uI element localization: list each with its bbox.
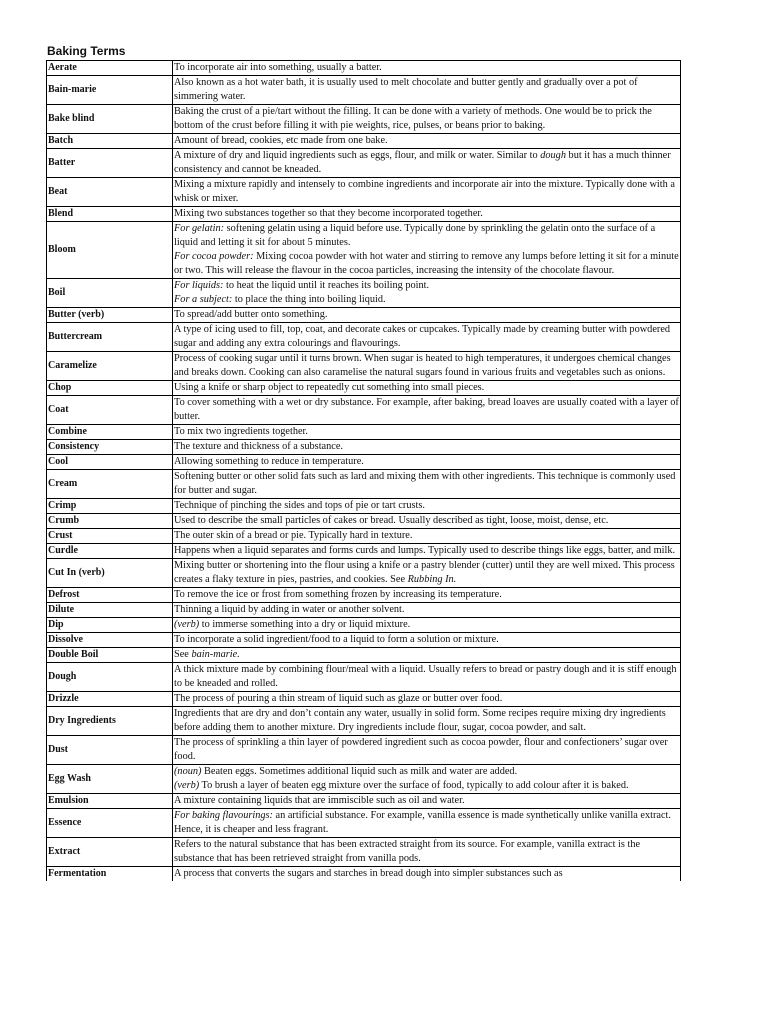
definition-italic-text: For cocoa powder:	[174, 251, 254, 262]
table-row	[47, 794, 681, 809]
table-row	[47, 222, 681, 279]
definition-text: an artificial substance. For example, vanilla essence is made synthetically unlike vanilla extract. Hence, it is cheaper and less fragrant.	[174, 810, 671, 835]
table-row	[47, 308, 681, 323]
table-row	[47, 279, 681, 308]
definition-italic-text: For a subject:	[174, 294, 233, 305]
table-row	[47, 603, 681, 618]
term-cell: Crumb	[47, 514, 173, 529]
definition-text: To remove the ice or frost from something frozen by increasing its temperature.	[174, 589, 502, 600]
definition-text: Baking the crust of a pie/tart without the filling. It can be done with a variety of methods. One would be to prick the bottom of the crust before filling it with pie weights, rice, pulses, or beans prior to baking.	[174, 106, 652, 131]
term-cell: Bake blind	[47, 105, 173, 134]
definition-text: Mixing cocoa powder with hot water and stirring to remove any lumps before letting it sit for a minute or two. This will release the flavour in the cocoa particles, increasing the intensity of the chocolate flavour.	[174, 251, 679, 276]
definition-cell	[173, 529, 681, 544]
table-row	[47, 105, 681, 134]
definition-cell	[173, 222, 681, 279]
table-row	[47, 765, 681, 794]
table-row	[47, 692, 681, 707]
definition-italic-text: For gelatin:	[174, 223, 225, 234]
table-row	[47, 470, 681, 499]
definition-cell	[173, 692, 681, 707]
term-cell: Crimp	[47, 499, 173, 514]
term-cell: Buttercream	[47, 323, 173, 352]
table-row	[47, 736, 681, 765]
definition-cell	[173, 440, 681, 455]
definition-text: The texture and thickness of a substance.	[174, 441, 343, 452]
definition-text: Happens when a liquid separates and forms curds and lumps. Typically used to describe things like eggs, batter, and milk.	[174, 545, 676, 556]
definition-cell	[173, 470, 681, 499]
term-cell: Essence	[47, 809, 173, 838]
document-title: Baking Terms	[47, 44, 126, 58]
definition-cell	[173, 867, 681, 882]
definition-text: To brush a layer of beaten egg mixture over the surface of food, typically to add colour after it is baked.	[199, 780, 629, 791]
definition-text: To mix two ingredients together.	[174, 426, 308, 437]
table-row	[47, 396, 681, 425]
table-row	[47, 455, 681, 470]
definition-cell	[173, 794, 681, 809]
table-row	[47, 618, 681, 633]
definition-text: Beaten eggs. Sometimes additional liquid such as milk and water are added.	[201, 766, 518, 777]
term-cell: Consistency	[47, 440, 173, 455]
definition-italic-text: bain-marie.	[191, 649, 240, 660]
definition-cell	[173, 633, 681, 648]
table-row	[47, 663, 681, 692]
table-row	[47, 588, 681, 603]
table-row	[47, 838, 681, 867]
table-row	[47, 633, 681, 648]
definition-text: Allowing something to reduce in temperature.	[174, 456, 364, 467]
table-row	[47, 499, 681, 514]
term-cell: Aerate	[47, 61, 173, 76]
definition-cell	[173, 61, 681, 76]
definition-cell	[173, 455, 681, 470]
definition-cell	[173, 514, 681, 529]
table-row	[47, 544, 681, 559]
definition-text: The process of pouring a thin stream of liquid such as glaze or butter over food.	[174, 693, 503, 704]
term-cell: Fermentation	[47, 867, 173, 882]
definition-text: Used to describe the small particles of cakes or bread. Usually described as tight, loose, moist, dense, etc.	[174, 515, 609, 526]
table-row	[47, 559, 681, 588]
definition-text: Mixing two substances together so that they become incorporated together.	[174, 208, 483, 219]
table-row	[47, 514, 681, 529]
term-cell: Butter (verb)	[47, 308, 173, 323]
table-row	[47, 323, 681, 352]
term-cell: Chop	[47, 381, 173, 396]
term-cell: Cool	[47, 455, 173, 470]
definition-cell	[173, 499, 681, 514]
definition-text: Amount of bread, cookies, etc made from one bake.	[174, 135, 388, 146]
term-cell: Drizzle	[47, 692, 173, 707]
definition-text: The process of sprinkling a thin layer of powdered ingredient such as cocoa powder, flour and confectioners’ sugar over food.	[174, 737, 668, 762]
definition-italic-text: dough	[540, 150, 566, 161]
table-row	[47, 381, 681, 396]
table-row	[47, 707, 681, 736]
definition-text: To incorporate a solid ingredient/food to a liquid to form a solution or mixture.	[174, 634, 499, 645]
table-row	[47, 809, 681, 838]
term-cell: Defrost	[47, 588, 173, 603]
definition-italic-text: For baking flavourings:	[174, 810, 273, 821]
definition-text: A type of icing used to fill, top, coat, and decorate cakes or cupcakes. Typically made by creaming butter with powdered sugar and adding any extra colourings and flavourings.	[174, 324, 671, 349]
table-row	[47, 867, 681, 882]
definition-text: to heat the liquid until it reaches its boiling point.	[223, 280, 430, 291]
table-row	[47, 134, 681, 149]
term-cell: Emulsion	[47, 794, 173, 809]
term-cell: Double Boil	[47, 648, 173, 663]
definition-text: A mixture containing liquids that are immiscible such as oil and water.	[174, 795, 465, 806]
definition-text: Technique of pinching the sides and tops of pie or tart crusts.	[174, 500, 425, 511]
definition-cell	[173, 279, 681, 308]
table-row	[47, 440, 681, 455]
definition-cell	[173, 207, 681, 222]
term-cell: Coat	[47, 396, 173, 425]
definition-text: softening gelatin using a liquid before use. Typically done by sprinkling the gelatin onto the surface of a liquid and letting it sit for about 5 minutes.	[174, 223, 656, 248]
definition-cell	[173, 323, 681, 352]
glossary-table	[46, 60, 681, 881]
term-cell: Crust	[47, 529, 173, 544]
definition-cell	[173, 618, 681, 633]
term-cell: Cream	[47, 470, 173, 499]
definition-cell	[173, 603, 681, 618]
definition-cell	[173, 76, 681, 105]
definition-cell	[173, 544, 681, 559]
term-cell: Blend	[47, 207, 173, 222]
term-cell: Batter	[47, 149, 173, 178]
definition-italic-text: (noun)	[174, 766, 202, 777]
term-cell: Dust	[47, 736, 173, 765]
definition-text: To cover something with a wet or dry substance. For example, after baking, bread loaves are usually coated with a layer of butter.	[174, 397, 679, 422]
definition-text: To spread/add butter onto something.	[174, 309, 328, 320]
definition-cell	[173, 648, 681, 663]
definition-text: Mixing a mixture rapidly and intensely to combine ingredients and incorporate air into the mixture. Typically done with a whisk or mixer.	[174, 179, 675, 204]
definition-text: See	[174, 649, 192, 660]
definition-italic-text: (verb)	[174, 780, 200, 791]
definition-cell	[173, 736, 681, 765]
term-cell: Curdle	[47, 544, 173, 559]
definition-text: to place the thing into boiling liquid.	[232, 294, 386, 305]
document-page	[46, 44, 679, 881]
definition-italic-text: (verb)	[174, 619, 200, 630]
table-row	[47, 149, 681, 178]
table-row	[47, 61, 681, 76]
definition-text: to immerse something into a dry or liquid mixture.	[199, 619, 411, 630]
term-cell: Egg Wash	[47, 765, 173, 794]
definition-cell	[173, 838, 681, 867]
term-cell: Combine	[47, 425, 173, 440]
definition-text: A mixture of dry and liquid ingredients such as eggs, flour, and milk or water. Similar to	[174, 150, 541, 161]
definition-text: The outer skin of a bread or pie. Typically hard in texture.	[174, 530, 413, 541]
definition-text: but it has a much thinner consistency and cannot be kneaded.	[174, 150, 671, 175]
term-cell: Batch	[47, 134, 173, 149]
definition-text: A thick mixture made by combining flour/meal with a liquid. Usually refers to bread or pastry dough and it is stiff enough to be kneaded and rolled.	[174, 664, 677, 689]
table-row	[47, 648, 681, 663]
term-cell: Dissolve	[47, 633, 173, 648]
definition-cell	[173, 381, 681, 396]
definition-cell	[173, 588, 681, 603]
definition-cell	[173, 707, 681, 736]
definition-cell	[173, 134, 681, 149]
definition-text: Using a knife or sharp object to repeatedly cut something into small pieces.	[174, 382, 485, 393]
term-cell: Bain-marie	[47, 76, 173, 105]
term-cell: Boil	[47, 279, 173, 308]
term-cell: Caramelize	[47, 352, 173, 381]
definition-cell	[173, 396, 681, 425]
table-row	[47, 352, 681, 381]
table-row	[47, 178, 681, 207]
term-cell: Dilute	[47, 603, 173, 618]
definition-cell	[173, 559, 681, 588]
term-cell: Beat	[47, 178, 173, 207]
definition-text: Ingredients that are dry and don’t contain any water, usually in solid form. Some recipes require mixing dry ingredients before adding them to another mixture. Dry ingredients include flour, sugar, cocoa powder, and salt.	[174, 708, 666, 733]
table-row	[47, 207, 681, 222]
term-cell: Dip	[47, 618, 173, 633]
definition-text: Also known as a hot water bath, it is usually used to melt chocolate and butter gently and gradually over a pot of simmering water.	[174, 77, 638, 102]
definition-cell	[173, 178, 681, 207]
definition-italic-text: For liquids:	[174, 280, 224, 291]
definition-cell	[173, 308, 681, 323]
term-cell: Extract	[47, 838, 173, 867]
definition-cell	[173, 149, 681, 178]
definition-text: A process that converts the sugars and starches in bread dough into simpler substances such as	[174, 868, 563, 879]
term-cell: Cut In (verb)	[47, 559, 173, 588]
definition-text: To incorporate air into something, usually a batter.	[174, 62, 382, 73]
table-row	[47, 425, 681, 440]
definition-cell	[173, 809, 681, 838]
table-row	[47, 529, 681, 544]
table-row	[47, 76, 681, 105]
definition-text: Mixing butter or shortening into the flour using a knife or a pastry blender (cutter) until they are well mixed. This process creates a flaky texture in pies, pastries, and cookies. See	[174, 560, 675, 585]
term-cell: Bloom	[47, 222, 173, 279]
definition-text: Softening butter or other solid fats such as lard and mixing them with other ingredients. This technique is commonly used for butter and sugar.	[174, 471, 676, 496]
definition-cell	[173, 765, 681, 794]
definition-cell	[173, 663, 681, 692]
definition-text: Process of cooking sugar until it turns brown. When sugar is heated to high temperatures, it undergoes chemical changes and breaks down. Cooking can also caramelise the natural sugars found in various fruits and vegetables such as onions.	[174, 353, 671, 378]
definition-cell	[173, 105, 681, 134]
definition-cell	[173, 425, 681, 440]
definition-italic-text: Rubbing In.	[407, 574, 457, 585]
definition-text: Thinning a liquid by adding in water or another solvent.	[174, 604, 405, 615]
definition-text: Refers to the natural substance that has been extracted straight from its source. For example, vanilla extract is the substance that has been retrieved straight from vanilla pods.	[174, 839, 641, 864]
definition-cell	[173, 352, 681, 381]
term-cell: Dry Ingredients	[47, 707, 173, 736]
term-cell: Dough	[47, 663, 173, 692]
